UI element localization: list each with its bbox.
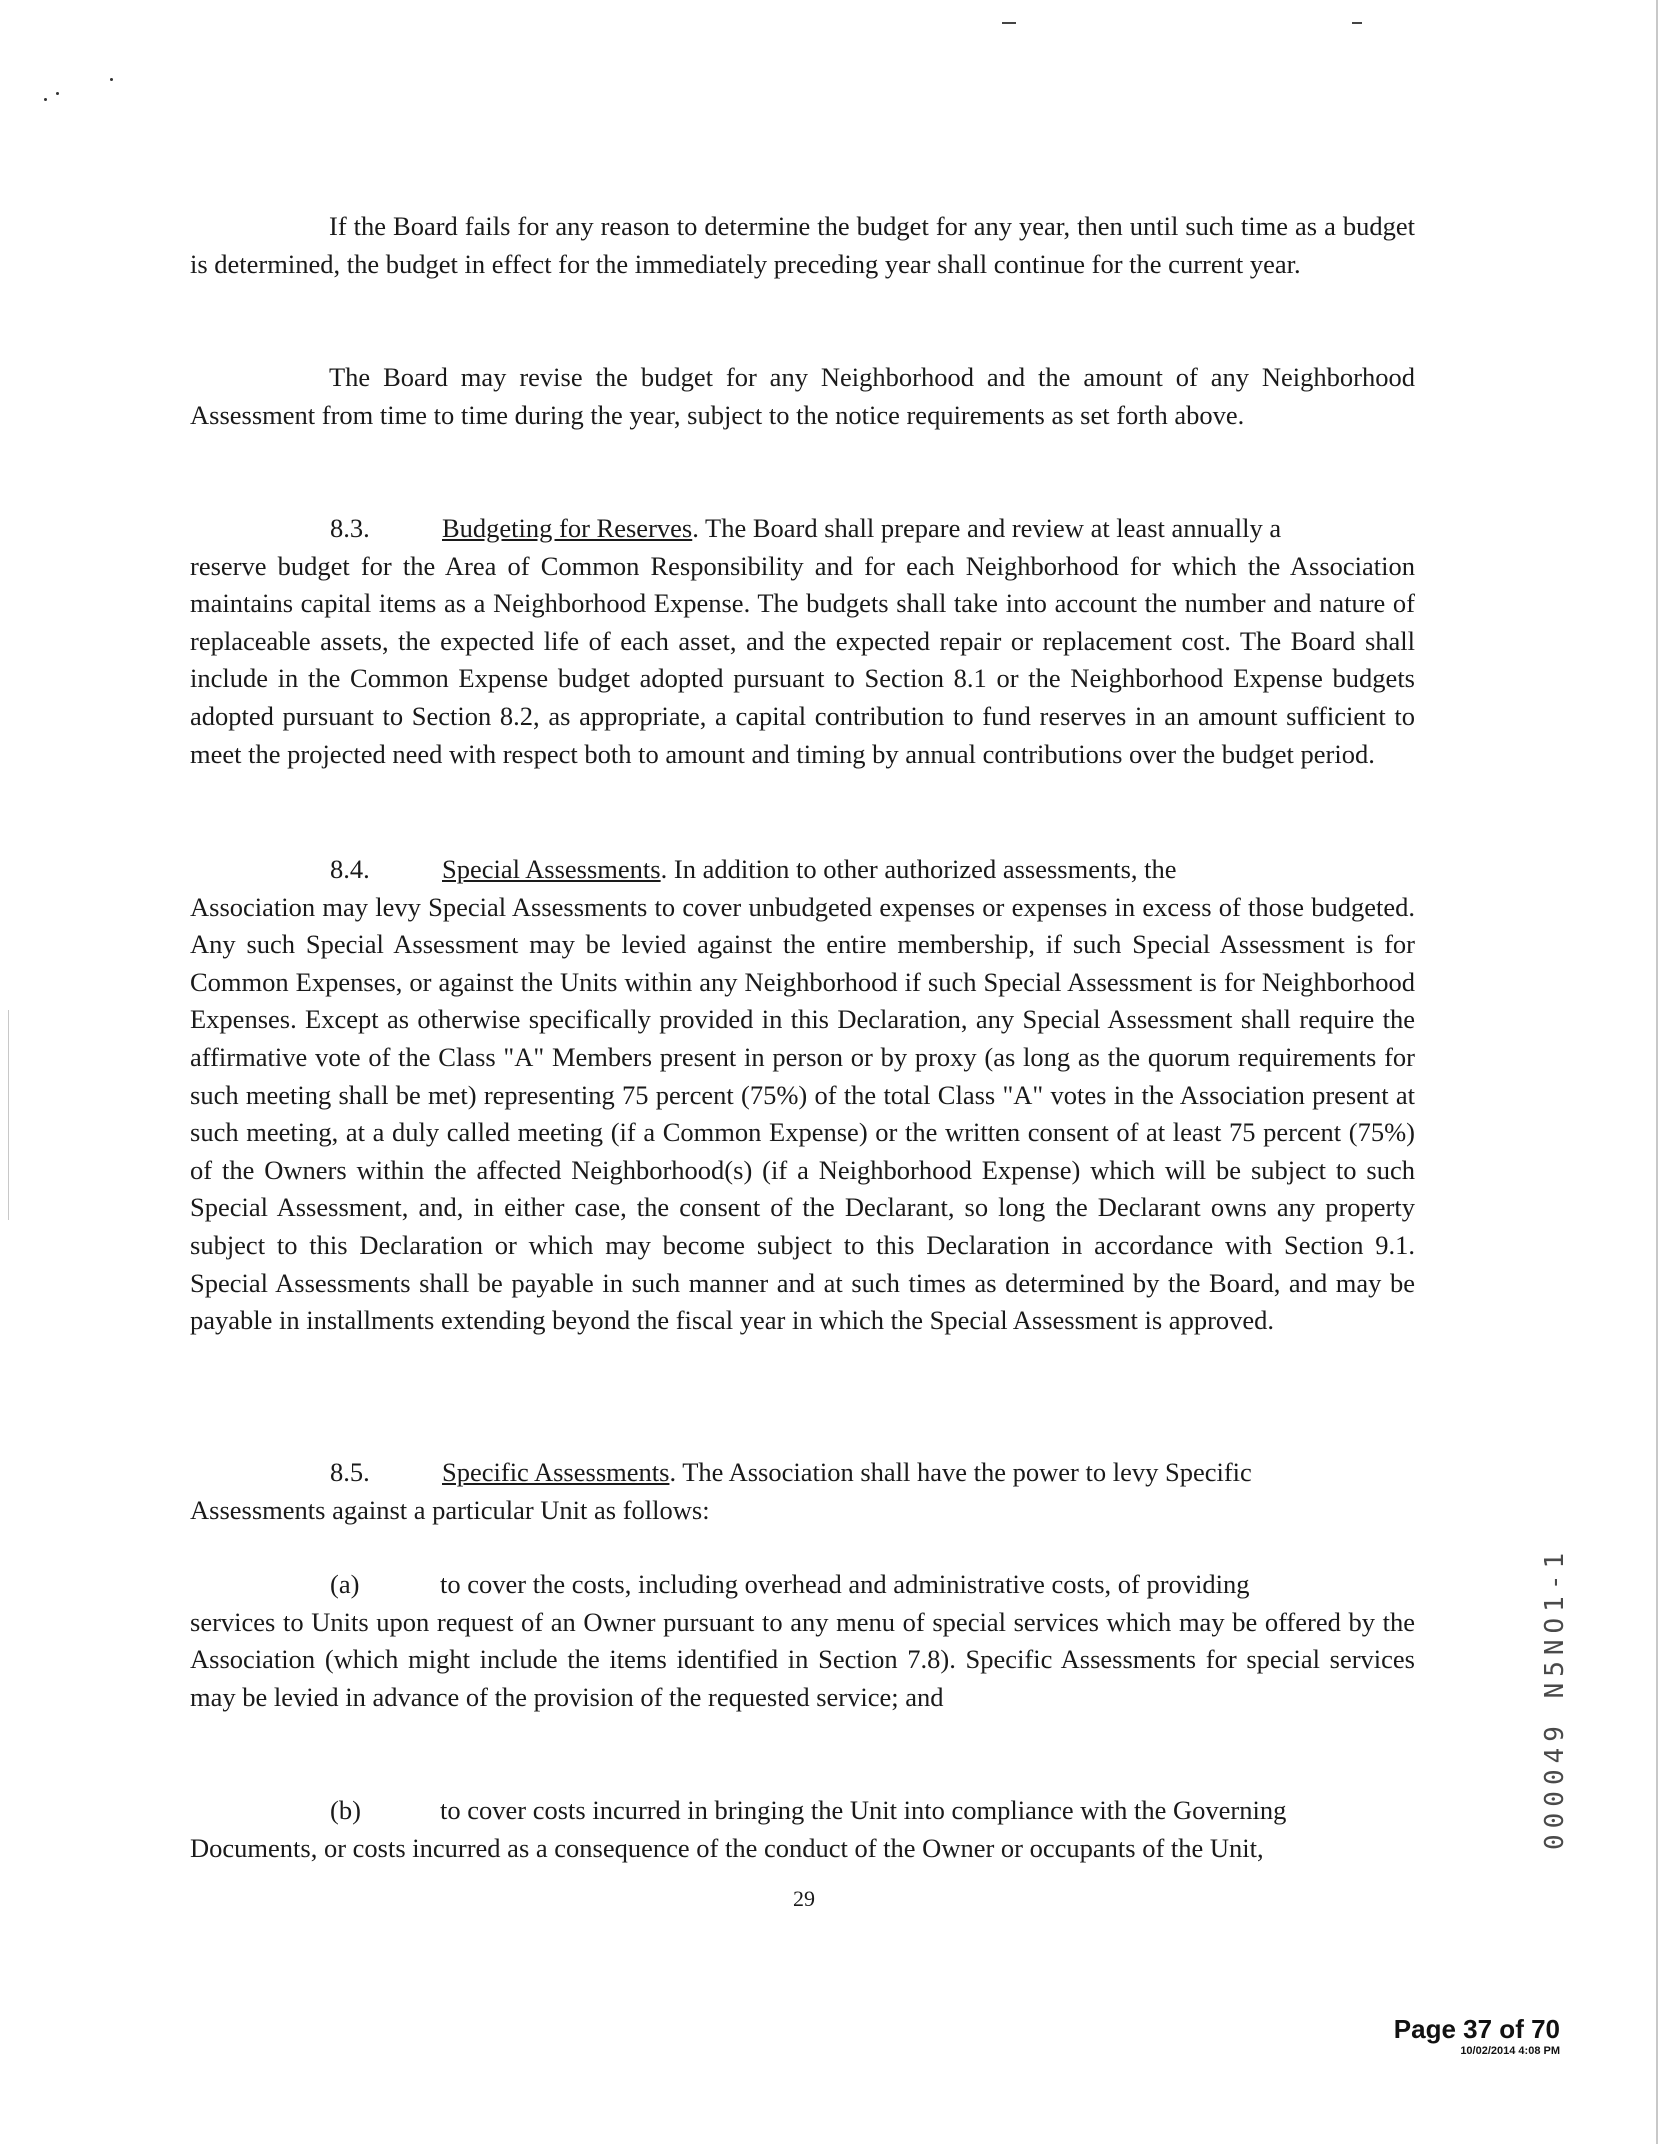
section-lead: . The Board shall prepare and review at least annually a <box>692 513 1282 543</box>
scan-edge <box>1656 0 1658 2144</box>
page-number: 29 <box>793 1886 815 1911</box>
section-body: Association may levy Special Assessments to cover unbudgeted expenses or expenses in excess of those budgeted. Any such Special Assessment may be levied against the entire membership, if such Special Assessment is for Common Expenses, or against the Units within any Neighborhood if such Special Assessment is for Neighborhood Expenses. Except as otherwise specifically provided in this Declaration, any Special Assessment shall require the affirmative vote of the Class "A" Members present in person or by proxy (as long as the quorum requirements for such meeting shall be met) representing 75 percent (75%) of the total Class "A" votes in the Association present at such meeting, at a duly called meeting (if a Common Expense) or the written consent of at least 75 percent (75%) of the Owners within the affected Neighborhood(s) (if a Neighborhood Expense) which will be subject to such Special Assessment, and, in either case, the consent of the Declarant, so long the Declarant owns any property subject to this Declaration or which may become subject to this Declaration in accordance with Section 9.1. Special Assessments shall be payable in such manner and at such times as determined by the Board, and may be payable in installments extending beyond the fiscal year in which the Special Assessment is approved. <box>190 891 1415 1336</box>
item-body: Documents, or costs incurred as a consequence of the conduct of the Owner or occupants of the Unit, <box>190 1832 1264 1863</box>
section-body: reserve budget for the Area of Common Responsibility and for each Neighborhood for which the Association maintains capital items as a Neighborhood Expense. The budgets shall take into account the number and nature of replaceable assets, the expected life of each asset, and the expected repair or replacement cost. The Board shall include in the Common Expense budget adopted pursuant to Section 8.1 or the Neighborhood Expense budgets adopted pursuant to Section 8.2, as appropriate, a capital contribution to fund reserves in an amount sufficient to meet the projected need with respect both to amount and timing by annual contributions over the budget period. <box>190 550 1415 769</box>
section-body: Assessments against a particular Unit as follows: <box>190 1494 710 1525</box>
section-8-5-heading <box>330 1454 1252 1492</box>
scan-mark <box>1352 22 1362 24</box>
scan-margin-line <box>8 1010 9 1220</box>
section-lead: . The Association shall have the power to levy Specific <box>669 1457 1252 1487</box>
item-lead: to cover costs incurred in bringing the Unit into compliance with the Governing <box>440 1795 1287 1825</box>
paragraph-budget-fallback: If the Board fails for any reason to determine the budget for any year, then until such time as a budget is determined, the budget in effect for the immediately preceding year shall continue for the current year. <box>190 211 1415 279</box>
section-number: 8.3. <box>330 513 370 543</box>
item-body: services to Units upon request of an Owner pursuant to any menu of special services which may be offered by the Association (which might include the items identified in Section 7.8). Specific Assessments for special services may be levied in advance of the provision of the requested service; and <box>190 1606 1415 1712</box>
item-label: (b) <box>330 1795 361 1825</box>
item-label: (a) <box>330 1569 360 1599</box>
item-b-heading <box>330 1792 1286 1830</box>
section-title: Budgeting for Reserves <box>442 513 693 543</box>
section-title: Special Assessments <box>442 854 661 884</box>
scan-mark <box>1002 22 1016 24</box>
section-lead: . In addition to other authorized assessments, the <box>660 854 1177 884</box>
paragraph-budget-revision: The Board may revise the budget for any Neighborhood and the amount of any Neighborhood Assessment from time to time during the year, subject to the notice requirements as set forth above. <box>190 362 1415 430</box>
scan-speck <box>44 98 47 101</box>
section-8-3-heading <box>330 510 1281 548</box>
filing-stamp <box>1394 2014 1560 2058</box>
page-count-label: Page 37 of 70 <box>1393 2014 1560 2044</box>
section-8-4-heading <box>330 851 1177 889</box>
vertical-filing-stamp: 000049 N5NO1-1 <box>1540 1546 1570 1850</box>
scan-speck <box>56 92 59 95</box>
item-a-heading <box>330 1566 1250 1604</box>
scan-speck <box>110 78 113 81</box>
item-lead: to cover the costs, including overhead and administrative costs, of providing <box>440 1569 1250 1599</box>
section-number: 8.4. <box>330 854 370 884</box>
section-number: 8.5. <box>330 1457 370 1487</box>
section-title: Specific Assessments <box>442 1457 670 1487</box>
filing-timestamp: 10/02/2014 4:08 PM <box>1460 2045 1560 2057</box>
